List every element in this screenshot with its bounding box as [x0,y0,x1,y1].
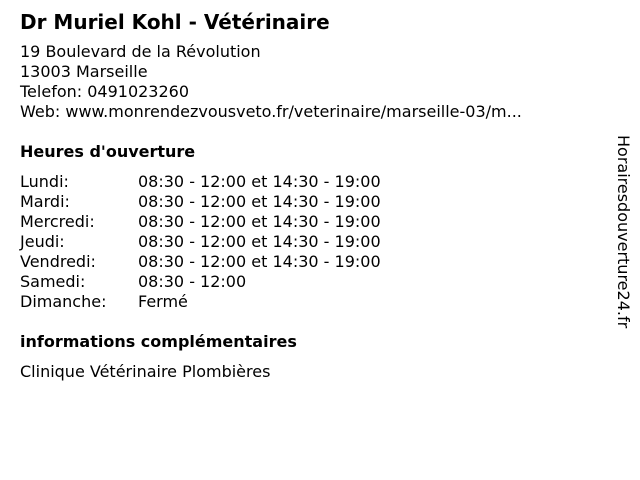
day-hours: Fermé [138,292,188,311]
opening-hours-heading: Heures d'ouverture [20,142,196,161]
address-city: 13003 Marseille [20,62,148,81]
hours-row-saturday [20,272,600,292]
hours-row-sunday [20,292,600,312]
day-hours: 08:30 - 12:00 et 14:30 - 19:00 [138,172,381,191]
page-title: Dr Muriel Kohl - Vétérinaire [20,10,330,34]
hours-row-thursday [20,232,600,252]
day-hours: 08:30 - 12:00 et 14:30 - 19:00 [138,212,381,231]
day-hours: 08:30 - 12:00 et 14:30 - 19:00 [138,252,381,271]
website-link[interactable]: Web: www.monrendezvousveto.fr/veterinaire/marseille-03/m... [20,102,522,121]
day-label: Mardi: [20,192,70,211]
day-label: Lundi: [20,172,69,191]
day-label: Jeudi: [20,232,65,251]
hours-row-friday [20,252,600,272]
phone-number: Telefon: 0491023260 [20,82,190,101]
day-label: Dimanche: [20,292,107,311]
extra-info-text: Clinique Vétérinaire Plombières [20,362,271,381]
day-label: Mercredi: [20,212,95,231]
site-watermark [612,135,632,345]
day-label: Vendredi: [20,252,96,271]
day-hours: 08:30 - 12:00 et 14:30 - 19:00 [138,192,381,211]
watermark-text: Horairesdouverture24.fr [614,135,633,329]
address-street: 19 Boulevard de la Révolution [20,42,261,61]
day-label: Samedi: [20,272,86,291]
hours-row-tuesday [20,192,600,212]
hours-row-wednesday [20,212,600,232]
day-hours: 08:30 - 12:00 [138,272,247,291]
extra-info-heading: informations complémentaires [20,332,297,351]
vet-info-card [20,10,600,382]
day-hours: 08:30 - 12:00 et 14:30 - 19:00 [138,232,381,251]
hours-row-monday [20,172,600,192]
